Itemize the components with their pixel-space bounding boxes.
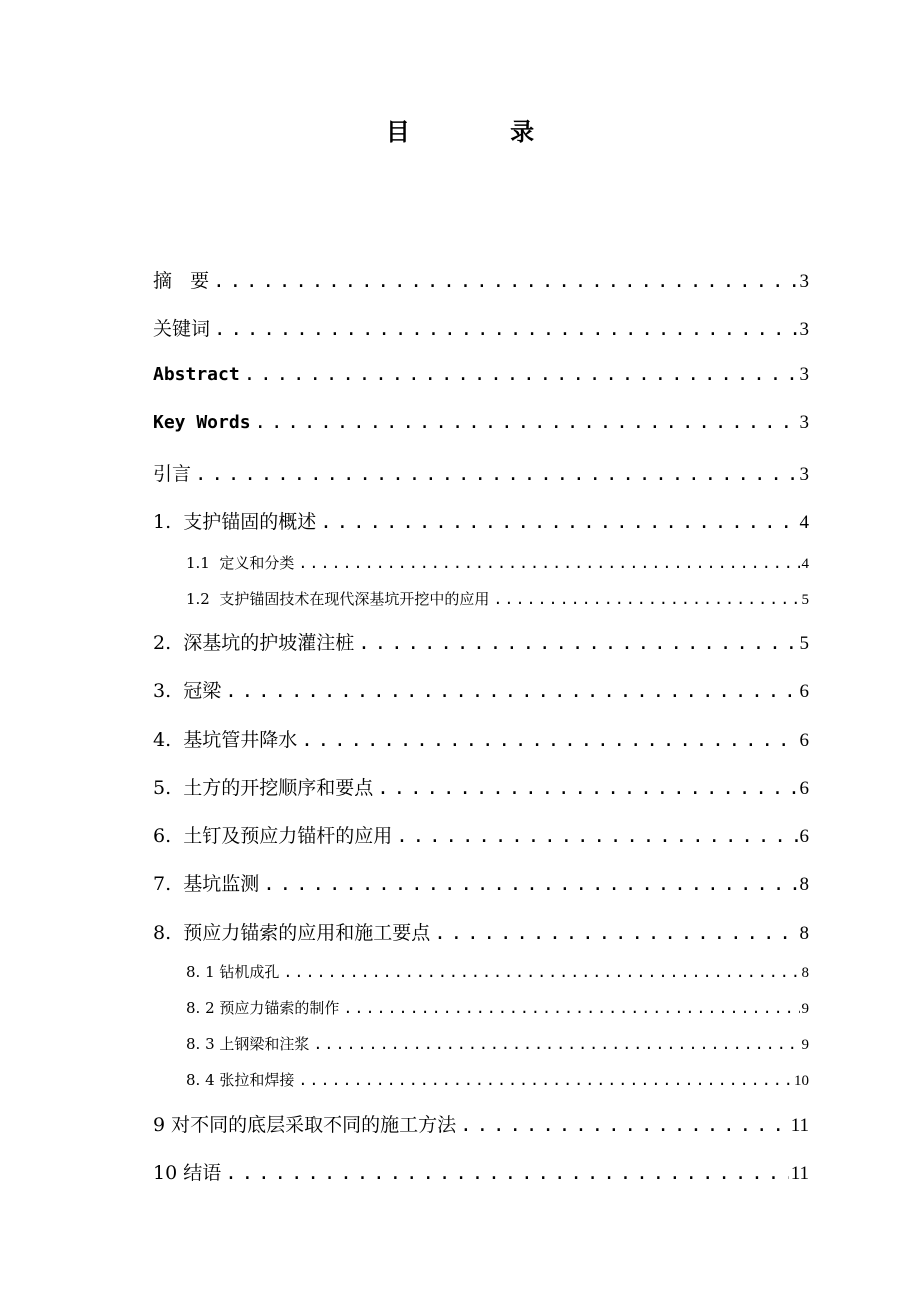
toc-entry-label: 5. 土方的开挖顺序和要点 — [153, 777, 374, 799]
dot-leader — [377, 777, 797, 799]
toc-entry-page: 3 — [799, 464, 809, 485]
toc-entry-label: 8. 4 张拉和焊接 — [186, 1071, 295, 1089]
toc-entry-page: 11 — [790, 1163, 809, 1184]
toc-entry-page: 11 — [790, 1115, 809, 1136]
toc-entry-section-2[interactable] — [153, 628, 809, 655]
toc-entry-section-6[interactable] — [153, 821, 809, 848]
dot-leader — [213, 270, 797, 292]
toc-entry-page: 9 — [801, 1001, 809, 1017]
dot-leader — [434, 922, 797, 944]
toc-entry-section-4[interactable] — [153, 725, 809, 752]
dot-leader — [225, 1162, 788, 1184]
toc-entry-label: Abstract — [153, 364, 240, 385]
toc-entry-label: 1.2 支护锚固技术在现代深基坑开挖中的应用 — [186, 590, 490, 608]
toc-entry-page: 9 — [801, 1037, 809, 1053]
dot-leader — [493, 590, 799, 608]
toc-entry-page: 8 — [799, 923, 809, 944]
dot-leader — [320, 511, 797, 533]
dot-leader — [298, 1071, 792, 1089]
toc-entry-page: 8 — [799, 874, 809, 895]
toc-entry-abstract-cn[interactable] — [153, 266, 809, 293]
toc-entry-label: 7. 基坑监测 — [153, 873, 260, 895]
toc-entry-label: 4. 基坑管井降水 — [153, 729, 298, 751]
toc-entry-section-3[interactable] — [153, 676, 809, 703]
toc-entry-label: 8. 2 预应力锚索的制作 — [186, 999, 340, 1017]
toc-entry-label: 2. 深基坑的护坡灌注桩 — [153, 632, 355, 654]
toc-entry-section-8[interactable] — [153, 918, 809, 945]
toc-entry-page: 5 — [801, 592, 809, 608]
dot-leader — [460, 1114, 789, 1136]
toc-entry-section-9[interactable] — [153, 1110, 809, 1137]
dot-leader — [283, 963, 799, 981]
toc-entry-section-8-3[interactable] — [186, 1033, 809, 1054]
toc-entry-page: 10 — [794, 1073, 809, 1089]
toc-entry-label: 3. 冠梁 — [153, 680, 222, 702]
toc-entry-keywords-cn[interactable] — [153, 314, 809, 341]
toc-entry-page: 3 — [799, 271, 809, 292]
toc-entry-section-1[interactable] — [153, 507, 809, 534]
page-title: 目 录 — [385, 118, 581, 146]
toc-entry-label: 关键词 — [153, 318, 211, 340]
dot-leader — [358, 632, 797, 654]
toc-entry-label: 8. 1 钻机成孔 — [186, 963, 280, 981]
dot-leader — [301, 729, 797, 751]
dot-leader — [214, 318, 797, 340]
toc-entry-abstract-en[interactable] — [153, 363, 809, 386]
dot-leader — [255, 411, 798, 433]
toc-entry-introduction[interactable] — [153, 459, 809, 486]
toc-entry-label: 1. 支护锚固的概述 — [153, 511, 317, 533]
toc-entry-label: 6. 土钉及预应力锚杆的应用 — [153, 825, 393, 847]
dot-leader — [396, 825, 797, 847]
dot-leader — [195, 463, 797, 485]
dot-leader — [244, 363, 798, 385]
toc-entry-section-7[interactable] — [153, 869, 809, 896]
dot-leader — [313, 1035, 799, 1053]
toc-entry-label: 8. 3 上钢梁和注浆 — [186, 1035, 310, 1053]
toc-entry-keywords-en[interactable] — [153, 411, 809, 434]
toc-entry-page: 6 — [799, 730, 809, 751]
toc-entry-section-8-1[interactable] — [186, 961, 809, 982]
toc-entry-label: 引言 — [153, 463, 192, 485]
toc-entry-section-8-2[interactable] — [186, 997, 809, 1018]
dot-leader — [263, 873, 797, 895]
toc-entry-label: 9 对不同的底层采取不同的施工方法 — [153, 1114, 457, 1136]
toc-entry-label: 8. 预应力锚索的应用和施工要点 — [153, 922, 431, 944]
toc-entry-label: 1.1 定义和分类 — [186, 554, 295, 572]
toc-entry-section-10[interactable] — [153, 1158, 809, 1185]
toc-entry-section-1-1[interactable] — [186, 552, 809, 573]
toc-entry-page: 3 — [799, 319, 809, 340]
toc-entry-page: 6 — [799, 778, 809, 799]
toc-entry-page: 3 — [799, 364, 809, 385]
toc-entry-label: 10 结语 — [153, 1162, 222, 1184]
toc-entry-section-8-4[interactable] — [186, 1069, 809, 1090]
toc-entry-page: 4 — [801, 556, 809, 572]
dot-leader — [225, 680, 797, 702]
toc-entry-page: 3 — [799, 412, 809, 433]
toc-entry-page: 4 — [799, 512, 809, 533]
toc-entry-page: 6 — [799, 681, 809, 702]
dot-leader — [298, 554, 799, 572]
toc-entry-page: 6 — [799, 826, 809, 847]
toc-entry-label: Key Words — [153, 412, 251, 433]
toc-entry-label: 摘 要 — [153, 270, 210, 292]
toc-entry-section-1-2[interactable] — [186, 588, 809, 609]
toc-entry-page: 8 — [801, 965, 809, 981]
toc-entry-page: 5 — [799, 633, 809, 654]
dot-leader — [343, 999, 799, 1017]
toc-entry-section-5[interactable] — [153, 773, 809, 800]
